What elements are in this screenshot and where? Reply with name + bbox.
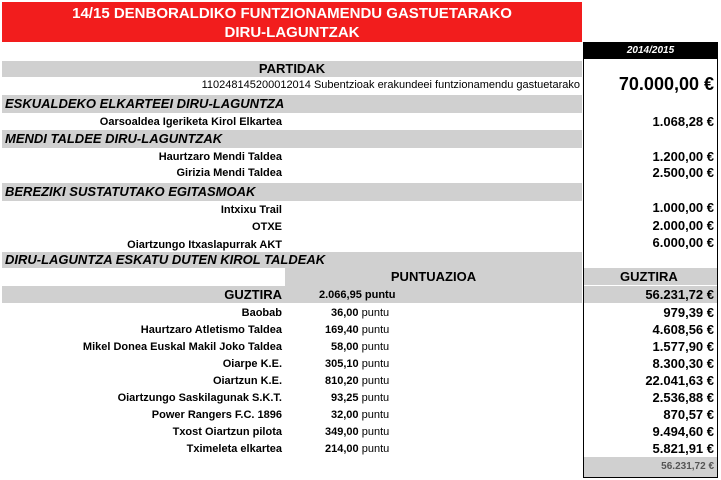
club-amount: 9.494,60 € <box>652 424 714 439</box>
mendi-item-name: Haurtzaro Mendi Taldea <box>158 151 282 163</box>
club-amount: 4.608,56 € <box>652 322 714 337</box>
points-value: 58,00 <box>331 341 359 353</box>
club-name: Baobab <box>241 307 282 319</box>
section-kirol-title: DIRU-LAGUNTZA ESKATU DUTEN KIROL TALDEAK <box>2 252 582 268</box>
bereziki-item-name: OTXE <box>252 221 282 233</box>
points-value: 214,00 <box>325 443 359 455</box>
club-name: Tximeleta elkartea <box>186 443 282 455</box>
club-points <box>331 305 471 321</box>
bereziki-item-amount: 1.000,00 € <box>652 200 714 215</box>
points-unit: puntu <box>361 409 390 421</box>
club-amount: 2.536,88 € <box>652 390 714 405</box>
club-points <box>325 441 465 457</box>
points-unit: puntu <box>361 426 390 438</box>
guztira-row-points <box>319 287 469 303</box>
club-points <box>325 356 465 372</box>
eskualdeko-item-name: Oarsoaldea Igeriketa Kirol Elkartea <box>99 116 282 128</box>
footer-total: 56.231,72 € <box>584 457 717 477</box>
club-points <box>331 390 471 406</box>
club-points <box>331 339 471 355</box>
section-bereziki-title: BEREZIKI SUSTATUTAKO EGITASMOAK <box>2 183 582 201</box>
year-header: 2014/2015 <box>583 42 718 59</box>
section-mendi-title: MENDI TALDEE DIRU-LAGUNTZAK <box>2 130 582 148</box>
points-value: 810,20 <box>325 375 359 387</box>
club-amount: 22.041,63 € <box>645 373 714 388</box>
points-value: 2.066,95 <box>319 289 362 301</box>
partidak-total: 70.000,00 € <box>618 74 714 94</box>
partidak-label: PARTIDAK <box>258 61 326 76</box>
club-amount: 1.577,90 € <box>652 339 714 354</box>
page-title <box>2 2 582 42</box>
points-value: 169,40 <box>325 324 359 336</box>
club-points <box>325 373 465 389</box>
points-value: 349,00 <box>325 426 359 438</box>
club-amount: 5.821,91 € <box>652 441 714 456</box>
points-value: 305,10 <box>325 358 359 370</box>
title-line-2: DIRU-LAGUNTZAK <box>224 24 360 41</box>
club-name: Txost Oiartzun pilota <box>172 426 282 438</box>
points-unit: puntu <box>361 358 390 370</box>
bereziki-item-name: Intxixu Trail <box>220 204 282 216</box>
mendi-item-name: Girizia Mendi Taldea <box>176 167 282 179</box>
points-unit: puntu <box>361 375 390 387</box>
points-unit: puntu <box>361 443 390 455</box>
points-value: 32,00 <box>331 409 359 421</box>
section-eskualdeko-title: ESKUALDEKO ELKARTEEI DIRU-LAGUNTZA <box>2 95 582 113</box>
mendi-item-amount: 2.500,00 € <box>652 165 714 180</box>
points-unit: puntu <box>364 289 396 301</box>
title-line-1: 14/15 DENBORALDIKO FUNTZIONAMENDU GASTUETARAKO <box>72 5 512 22</box>
points-unit: puntu <box>361 392 390 404</box>
club-name: Mikel Donea Euskal Makil Joko Taldea <box>82 341 282 353</box>
club-points <box>325 322 465 338</box>
club-name: Haurtzaro Atletismo Taldea <box>140 324 282 336</box>
points-unit: puntu <box>361 307 390 319</box>
mendi-item-amount: 1.200,00 € <box>652 149 714 164</box>
bereziki-item-name: Oiartzungo Itxaslapurrak AKT <box>127 239 282 251</box>
club-amount: 8.300,30 € <box>652 356 714 371</box>
points-unit: puntu <box>361 341 390 353</box>
bereziki-item-amount: 6.000,00 € <box>652 235 714 250</box>
partidak-code: 110248145200012014 Subentzioak erakundeei funtzionamendu gastuetarako <box>201 79 580 91</box>
points-unit: puntu <box>361 324 390 336</box>
club-points <box>331 407 471 423</box>
club-name: Power Rangers F.C. 1896 <box>151 409 282 421</box>
club-name: Oiartzun K.E. <box>212 375 282 387</box>
eskualdeko-item-amount: 1.068,28 € <box>652 114 714 129</box>
puntuazioa-header: PUNTUAZIOA <box>285 268 582 286</box>
bereziki-item-amount: 2.000,00 € <box>652 218 714 233</box>
points-value: 93,25 <box>331 392 359 404</box>
club-name: Oiarpe K.E. <box>222 358 282 370</box>
club-name: Oiartzungo Saskilagunak S.K.T. <box>117 392 282 404</box>
club-amount: 870,57 € <box>663 407 714 422</box>
points-value: 36,00 <box>331 307 359 319</box>
guztira-row-amount: 56.231,72 € <box>645 287 714 302</box>
club-points <box>325 424 465 440</box>
guztira-row-label: GUZTIRA <box>224 287 282 302</box>
guztira-header: GUZTIRA <box>584 268 717 285</box>
club-amount: 979,39 € <box>663 305 714 320</box>
